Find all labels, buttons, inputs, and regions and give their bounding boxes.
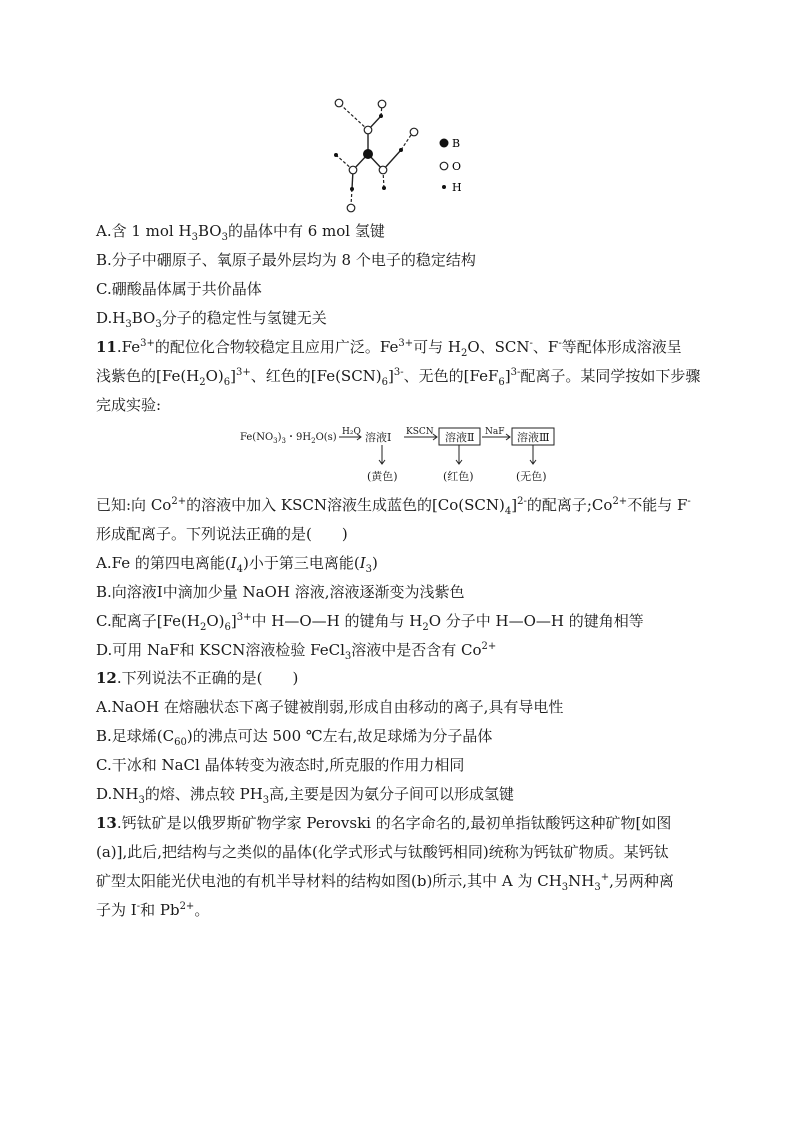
q12-option-c: C.干冰和 NaCl 晶体转变为液态时,所克服的作用力相同: [96, 756, 465, 774]
oxygen-atom: [347, 204, 355, 212]
q12-stem: 12.下列说法不正确的是( ): [96, 669, 299, 687]
boron-atom: [363, 149, 373, 159]
legend-hydrogen-label: H: [452, 181, 462, 194]
h-bond-2: [342, 106, 368, 130]
flow-color-2: (红色): [443, 470, 474, 483]
q10-option-a: A.含 1 mol $H_3BO_3$的晶体中有 6 mol 氢键: [96, 222, 385, 243]
hydrogen-atom: [334, 153, 338, 157]
q10-option-d: $D.H_3BO_3$分子的稳定性与氢键无关: [96, 309, 327, 330]
legend-boron-marker: [440, 139, 449, 148]
question-number: 11: [96, 338, 117, 356]
q11-option-d: D.可用 NaF和 KSCN溶液检验 FeCl$_3$溶液中是否含有 $Co^{2+}$: [96, 641, 497, 662]
q11-option-c: C.配离子$[Fe(H_2O)_6]^{3+}$中 H—O—H 的键角与 $H_2O$ 分子中 H—O—H 的键角相等: [96, 612, 644, 633]
hydrogen-atom: [350, 187, 354, 191]
q11-stem-line-3: 完成实验:: [96, 396, 162, 414]
hydrogen-atom: [379, 114, 383, 118]
flow-solution-3: 溶液Ⅲ: [517, 431, 550, 444]
q10-option-b: B.分子中硼原子、氧原子最外层均为 8 个电子的稳定结构: [96, 251, 476, 269]
legend-oxygen-label: O: [452, 160, 462, 173]
q12-option-d: $D.NH_3$的熔、沸点较 $PH_3$高,主要是因为氨分子间可以形成氢键: [96, 785, 514, 806]
legend-hydrogen-marker: [442, 185, 446, 189]
q13-stem-line-2: (a)],此后,把结构与之类似的晶体(化学式形式与钛酸钙相同)统称为钙钛矿物质。某钙钛: [96, 843, 669, 861]
experiment-flow-diagram: [238, 426, 568, 486]
q11-known-line-1: 已知:向 $Co^{2+}$的溶液中加入 KSCN溶液生成蓝色的$[Co(SCN)_4]^{2-}$的配离子$;Co^{2+}$不能与 F-: [96, 496, 691, 517]
q10-option-c: C.硼酸晶体属于共价晶体: [96, 280, 262, 298]
flow-arrow-2-label: KSCN: [406, 427, 434, 437]
oxygen-atom: [379, 166, 387, 174]
q13-stem-line-4: 子为 I-和 $Pb^{2+}$。: [96, 901, 210, 919]
hydrogen-atom: [382, 186, 386, 190]
flow-arrow-3-label: NaF: [485, 427, 505, 437]
flow-color-1: (黄色): [367, 470, 398, 483]
h-bond-6: [401, 135, 411, 150]
boric-acid-structure-diagram: [326, 92, 496, 227]
q11-known-line-2: 形成配离子。下列说法正确的是( ): [96, 525, 348, 543]
oxygen-atom: [349, 166, 357, 174]
question-number: 12: [96, 669, 117, 687]
hydrogen-atom: [399, 148, 403, 152]
q12-option-a: A.NaOH 在熔融状态下离子键被削弱,形成自由移动的离子,具有导电性: [96, 698, 564, 716]
oxygen-atom: [364, 126, 372, 134]
q11-stem-line-1: $11.Fe^{3+}$的配位化合物较稳定且应用广泛。$Fe^{3+}$可与 $H_2O$、SCN-、F-等配体形成溶液呈: [96, 338, 682, 359]
flow-arrow-1-label: H₂O: [342, 427, 361, 437]
flow-solution-1: 溶液Ⅰ: [365, 431, 392, 444]
q11-stem-line-2: 浅紫色的$[Fe(H_2O)_6]^{3+}$、红色的$[Fe(SCN)_6]^{3-}$、无色的$[FeF_6]^{3-}$配离子。某同学按如下步骤: [96, 367, 701, 388]
q12-option-b: B.足球烯$(C_{60})$的沸点可达 500 ℃左右,故足球烯为分子晶体: [96, 727, 493, 748]
flow-start-reagent: $Fe(NO_3)_3$・$9H_2O(s)$: [240, 432, 337, 445]
q13-stem-line-3: 矿型太阳能光伏电池的有机半导材料的结构如图(b)所示,其中 A 为 $CH_3NH_3^+$,另两种离: [96, 872, 674, 893]
oxygen-atom: [410, 128, 418, 136]
h-bond-4: [351, 189, 352, 205]
oxygen-atom: [378, 100, 386, 108]
legend-oxygen-marker: [440, 162, 448, 170]
legend-boron-label: B: [452, 137, 461, 150]
q11-option-a: A.Fe 的第四电离能$(I_4)$小于第三电离能$(I_3)$: [96, 554, 378, 575]
flow-color-3: (无色): [516, 470, 547, 483]
q11-option-b: B.向溶液Ⅰ中滴加少量 NaOH 溶液,溶液逐渐变为浅紫色: [96, 583, 465, 601]
question-number: 13: [96, 814, 117, 832]
q13-stem-line-1: 13.钙钛矿是以俄罗斯矿物学家 Perovski 的名字命名的,最初单指钛酸钙这种矿物[如图: [96, 814, 672, 832]
oxygen-atom: [335, 99, 343, 107]
flow-solution-2: 溶液Ⅱ: [445, 431, 475, 444]
